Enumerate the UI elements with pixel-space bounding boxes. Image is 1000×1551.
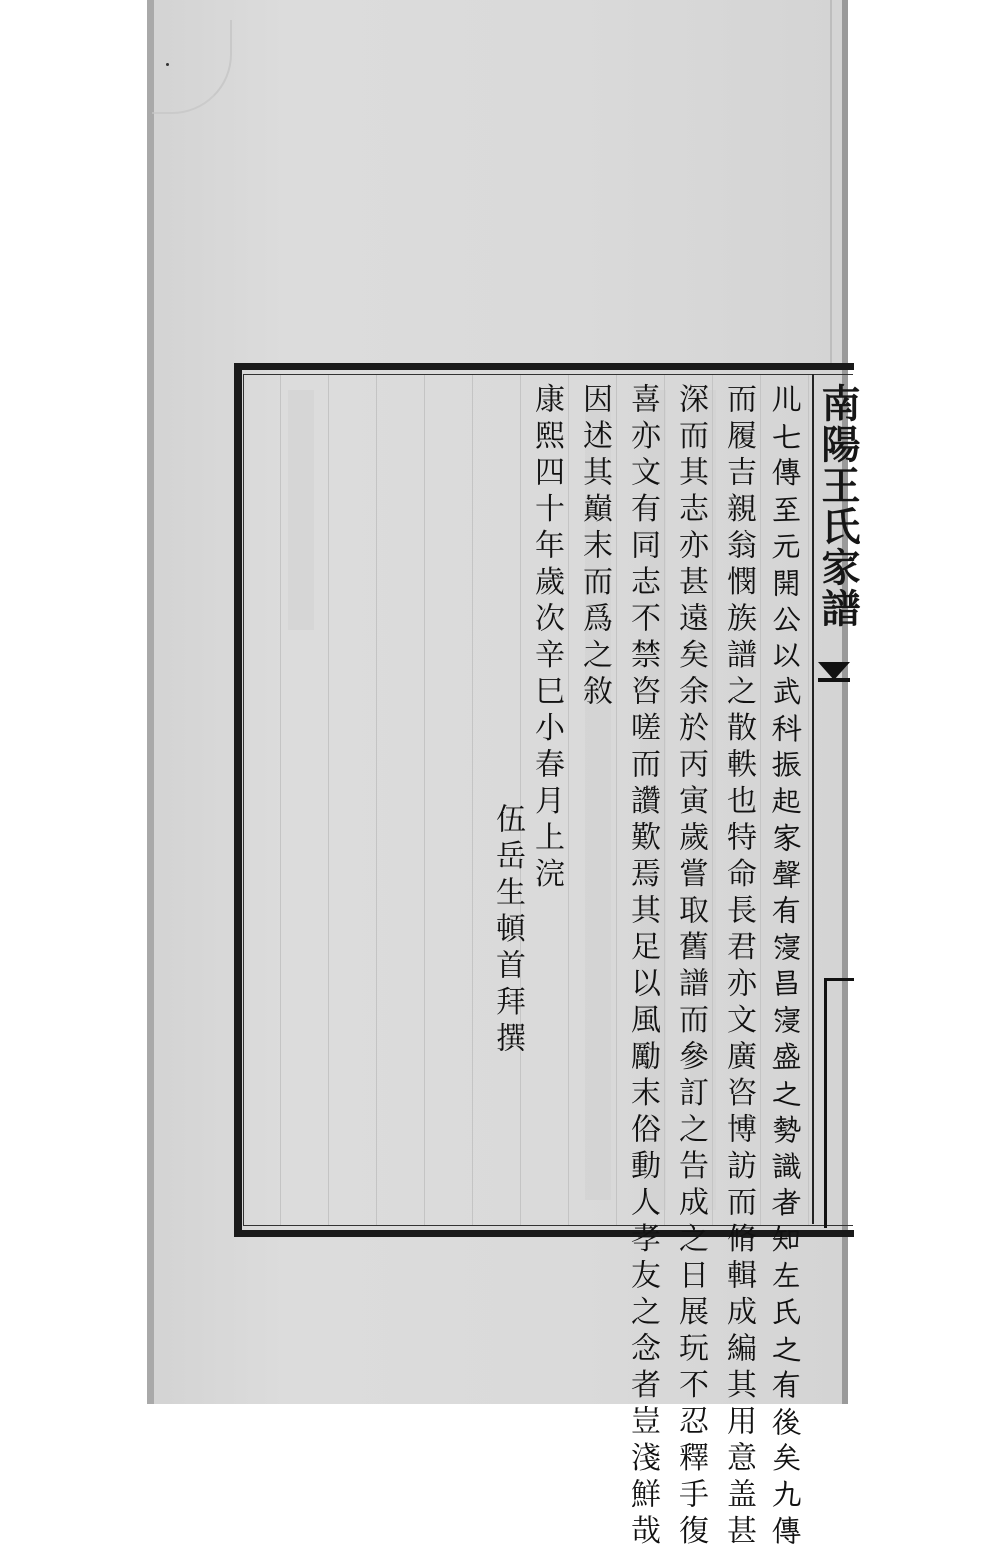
book-title: 南陽王氏家譜 xyxy=(815,383,861,629)
column-rule xyxy=(712,375,713,1225)
fishtail-mark-bar xyxy=(818,678,850,682)
column-rule xyxy=(616,375,617,1225)
page-fold-line xyxy=(830,0,832,370)
column-rule xyxy=(472,375,473,1225)
column-rule xyxy=(664,375,665,1225)
column-rule xyxy=(376,375,377,1225)
column-rule xyxy=(568,375,569,1225)
text-column-5: 因述其巔末而爲之敘 xyxy=(577,383,612,712)
text-column-3: 深而其志亦甚遠矣余於丙寅歲嘗取舊譜而參訂之告成之日展玩不忍釋手復 xyxy=(673,383,708,1551)
ink-dot xyxy=(166,63,169,66)
column-rule xyxy=(424,375,425,1225)
column-rule xyxy=(760,375,761,1225)
column-rule xyxy=(520,375,521,1225)
text-column-2: 而履吉親翁憫族譜之散軼也特命長君亦文廣咨博訪而脩輯成編其用意盖甚 xyxy=(721,383,756,1551)
column-rule xyxy=(328,375,329,1225)
column-rule xyxy=(808,375,809,1225)
date-line: 康熙四十年歲次辛巳小春月上浣 xyxy=(529,383,564,894)
lower-fold-block xyxy=(824,978,854,1228)
text-column-4: 喜亦文有同志不禁咨嗟而讚歎焉其足以風勵末俗動人孝友之念者豈淺鮮哉 xyxy=(625,383,660,1551)
text-column-1: 𫶧七傳至元開公以武科振起家聲有寖昌寖盛之勢識者知左氏之有後矣九傳 xyxy=(769,383,804,1551)
page-left-edge xyxy=(147,0,154,1404)
signature-line: 伍岳生頓首拜撰 xyxy=(490,803,525,1059)
column-rule xyxy=(280,375,281,1225)
